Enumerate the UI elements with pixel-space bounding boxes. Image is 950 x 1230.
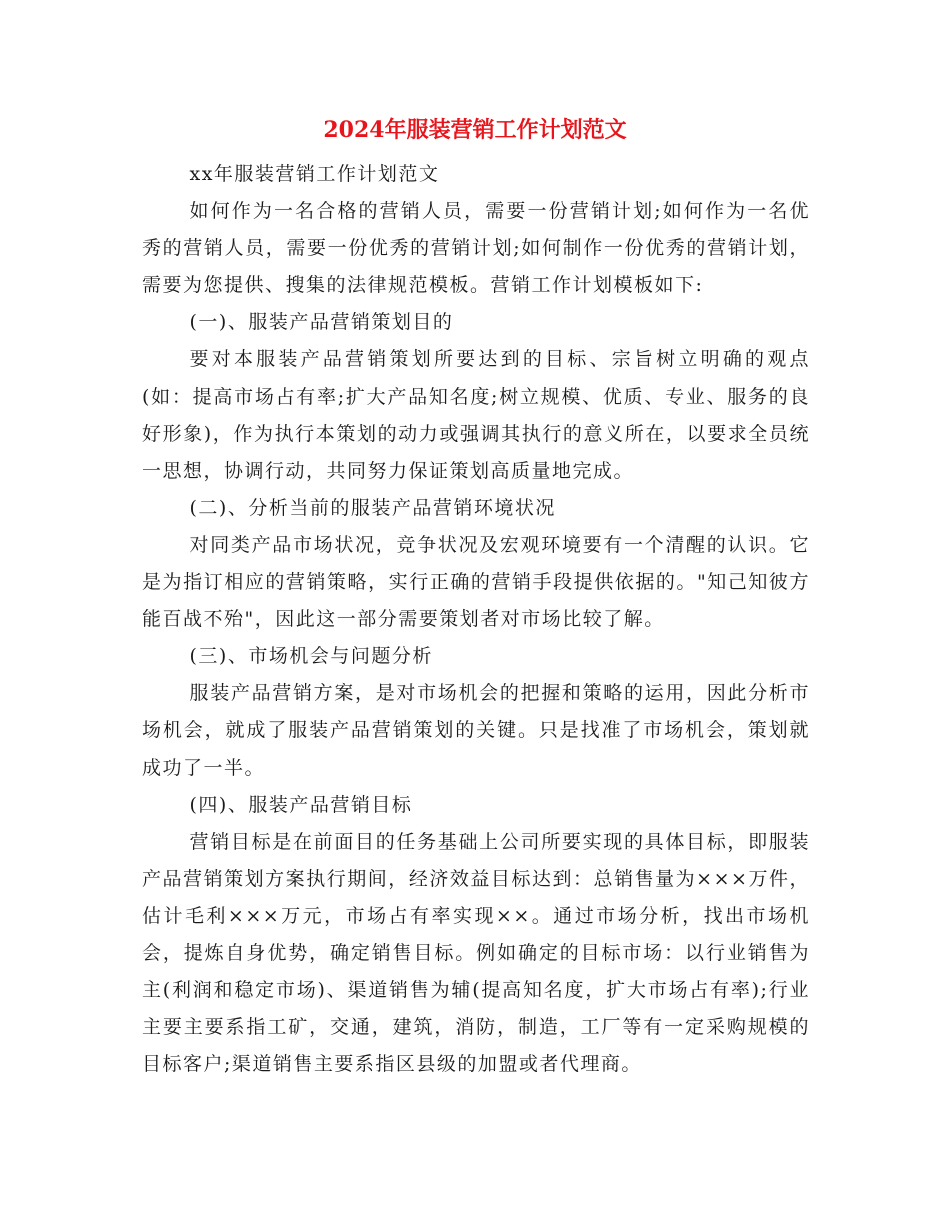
paragraph-intro: 如何作为一名合格的营销人员，需要一份营销计划;如何作为一名优秀的营销人员，需要一份优秀的营销计划;如何制作一份优秀的营销计划，需要为您提供、搜集的法律规范模板。营销工作计划模板如下: [142,200,810,297]
paragraph-section-4: 营销目标是在前面目的任务基础上公司所要实现的具体目标，即服装产品营销策划方案执行期间，经济效益目标达到：总销售量为×××万件，估计毛利×××万元，市场占有率实现××。通过市场分析，找出市场机会，提炼自身优势，确定销售目标。例如确定的目标市场：以行业销售为主(利润和稳定市场)、渠道销售为辅(提高知名度，扩大市场占有率);行业主要主要系指工矿，交通，建筑，消防，制造，工厂等有一定采购规模的目标客户;渠道销售主要系指区县级的加盟或者代理商。 [142,830,810,1076]
document-body [142,156,810,1083]
paragraph-section-3: 服装产品营销方案，是对市场机会的把握和策略的运用，因此分析市场机会，就成了服装产品营销策划的关键。只是找准了市场机会，策划就成功了一半。 [142,682,810,779]
section-heading-4: (四)、服装产品营销目标 [189,793,413,816]
paragraph-section-2: 对同类产品市场状况，竞争状况及宏观环境要有一个清醒的认识。它是为指订相应的营销策略，实行正确的营销手段提供依据的。"知己知彼方能百战不殆"，因此这一部分需要策划者对市场比较了解。 [142,533,810,631]
section-heading-3: (三)、市场机会与问题分析 [189,645,433,668]
section-heading-2: (二)、分析当前的服装产品营销环境状况 [189,496,556,519]
document-title: 2024年服装营销工作计划范文 [323,117,627,143]
paragraph-subtitle: xx年服装营销工作计划范文 [189,163,440,185]
section-heading-1: (一)、服装产品营销策划目的 [189,311,454,334]
paragraph-section-1: 要对本服装产品营销策划所要达到的目标、宗旨树立明确的观点(如：提高市场占有率;扩大产品知名度;树立规模、优质、专业、服务的良好形象)，作为执行本策划的动力或强调其执行的意义所在，以要求全员统一思想，协调行动，共同努力保证策划高质量地完成。 [142,348,810,482]
